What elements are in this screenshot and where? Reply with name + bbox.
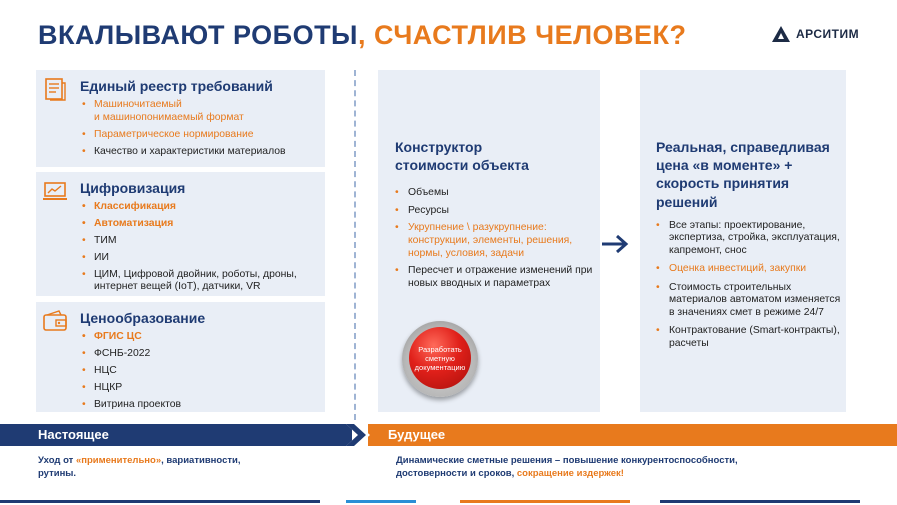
list-item: • Автоматизация	[82, 218, 318, 231]
list-item: • Стоимость строительных материалов автоматом изменяется в значениях смет в режиме 24/7	[656, 282, 842, 319]
list-item: • НЦС	[82, 365, 181, 378]
footer-stripe	[346, 500, 416, 503]
present-bar	[0, 424, 352, 446]
list-item: • Ресурсы	[395, 205, 595, 218]
future-text-1: Динамические сметные решения – повышение конкурентоспособности, достоверности и сроков,	[396, 455, 738, 480]
footer-stripe	[0, 500, 320, 503]
list-item: • Контрактование (Smart-контракты), расчеты	[656, 325, 842, 350]
footer-stripe	[660, 500, 860, 503]
pricing-list	[82, 331, 181, 415]
constructor-list	[395, 187, 595, 296]
list-item: • Пересчет и отражение изменений при новых вводных и параметрах	[395, 265, 595, 290]
result-list	[656, 220, 842, 356]
future-text-2: сокращение издержек!	[516, 468, 624, 480]
digitalization-heading: Цифровизация	[80, 180, 186, 196]
registry-list	[82, 99, 286, 163]
list-item: • ФГИС ЦС	[82, 331, 181, 344]
digitalization-panel	[36, 172, 325, 296]
result-panel	[640, 70, 846, 412]
title-part-2: , СЧАСТЛИВ ЧЕЛОВЕК?	[358, 20, 687, 50]
list-item: • ЦИМ, Цифровой двойник, роботы, дроны, интернет вещей (IoT), датчики, VR	[82, 269, 318, 295]
arrow-right-icon	[600, 234, 630, 254]
list-item: • ИИ	[82, 252, 318, 265]
document-icon	[42, 77, 68, 101]
develop-estimate-label: Разработать сметную документацию	[409, 327, 471, 389]
wallet-icon	[42, 309, 68, 333]
list-item: • Витрина проектов	[82, 399, 181, 412]
list-item: • Укрупнение \ разукрупнение: конструкции, элементы, решения, нормы, условия, задачи	[395, 222, 595, 260]
present-text-2: «применительно»	[75, 455, 162, 466]
chevron-right-icon	[346, 424, 372, 446]
list-item: • Оценка инвестиций, закупки	[656, 263, 842, 275]
logo-name: АРСИТИМ	[796, 27, 860, 41]
result-heading: Реальная, справедливая цена «в моменте» + скорость принятия решений	[656, 139, 830, 210]
list-item: • ФСНБ-2022	[82, 348, 181, 361]
section-divider	[354, 70, 356, 420]
present-text-3: , вариативности, рутины.	[38, 455, 241, 480]
list-item: • НЦКР	[82, 382, 181, 395]
constructor-heading: Конструктор стоимости объекта	[395, 139, 529, 174]
slide-title	[38, 20, 687, 51]
future-label: Будущее	[388, 427, 446, 442]
future-description	[396, 454, 796, 481]
list-item: • Параметрическое нормирование	[82, 129, 286, 142]
present-label: Настоящее	[38, 427, 109, 442]
future-bar	[368, 424, 897, 446]
registry-heading: Единый реестр требований	[80, 78, 273, 94]
present-description	[38, 454, 278, 481]
digitalization-list	[82, 201, 318, 298]
develop-estimate-button[interactable]	[402, 321, 478, 397]
list-item: • ТИМ	[82, 235, 318, 248]
list-item: • Качество и характеристики материалов	[82, 146, 286, 159]
constructor-panel	[378, 70, 600, 412]
laptop-chart-icon	[42, 179, 68, 203]
pricing-heading: Ценообразование	[80, 310, 206, 326]
present-text-1: Уход от	[38, 455, 76, 466]
logo-mark-icon	[772, 26, 790, 42]
footer-stripe	[460, 500, 630, 503]
company-logo	[772, 26, 859, 42]
list-item: • Классификация	[82, 201, 318, 214]
pricing-panel	[36, 302, 325, 412]
title-part-1: ВКАЛЫВАЮТ РОБОТЫ	[38, 20, 358, 50]
list-item: • Машиночитаемый и машинопонимаемый формат	[82, 99, 286, 125]
list-item: • Объемы	[395, 187, 595, 200]
registry-panel	[36, 70, 325, 167]
list-item: • Все этапы: проектирование, экспертиза, стройка, эксплуатация, капремонт, снос	[656, 220, 842, 257]
